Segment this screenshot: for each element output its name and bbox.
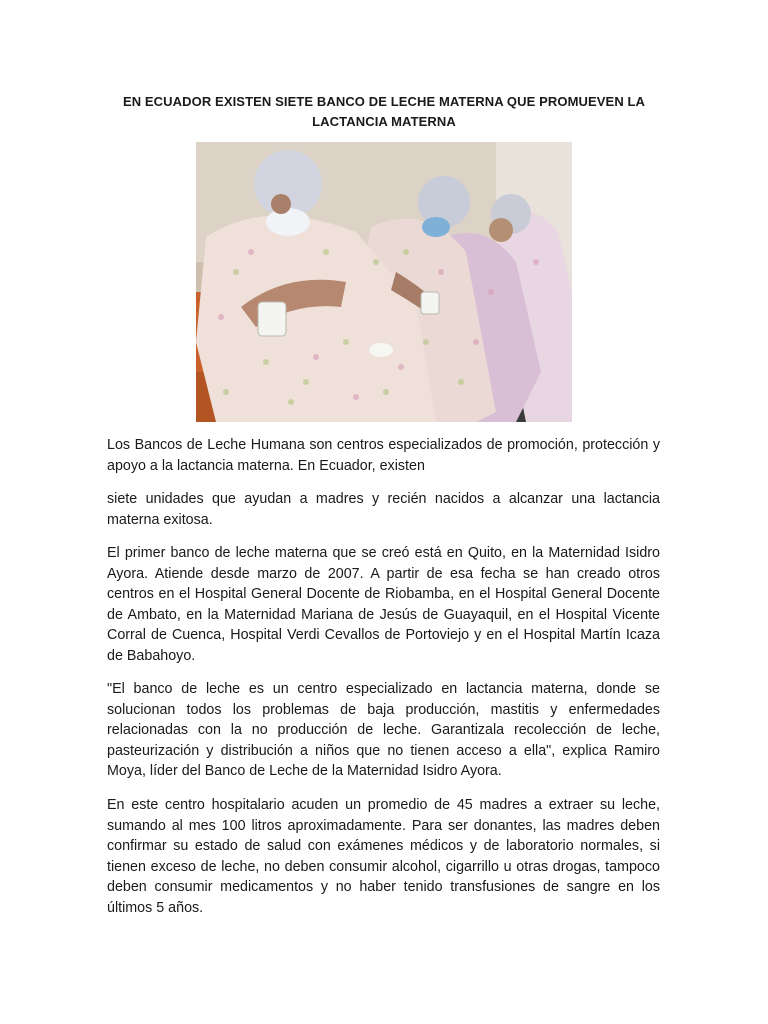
paragraph-2: siete unidades que ayudan a madres y recién nacidos a alcanzar una lactancia materna exitosa. [107, 491, 660, 528]
paragraph-3: El primer banco de leche materna que se creó está en Quito, en la Maternidad Isidro Ayora. Atiende desde marzo de 2007. A partir de esa fecha se han creado otros centros en el Hospital General Docente de Riobamba, en el Hospital General Docente de Ambato, en la Maternidad Mariana de Jesús de Guayaquil, en el Hospital Vicente Corral de Cuenca, Hospital Verdi Cevallos de Portoviejo y en el Hospital Martín Icaza de Babahoyo. [107, 545, 660, 664]
article-photo [196, 142, 572, 422]
document-title: EN ECUADOR EXISTEN SIETE BANCO DE LECHE MATERNA QUE PROMUEVEN LA LACTANCIA MATERNA [122, 94, 646, 129]
paragraph-4: "El banco de leche es un centro especializado en lactancia materna, donde se solucionan todos los problemas de baja producción, mastitis y enfermedades relacionadas con la no producción de leche. Garantizala recolección de leche, pasteurización y distribución a niños que no tienen acceso a ella", explica Ramiro Moya, líder del Banco de Leche de la Maternidad Isidro Ayora. [107, 681, 660, 780]
paragraph-5: En este centro hospitalario acuden un promedio de 45 madres a extraer su leche, sumando al mes 100 litros aproximadamente. Para ser donantes, las madres deben confirmar su estado de salud con exámenes médicos y de laboratorio normales, si tienen exceso de leche, no deben consumir alcohol, cigarrillo u otras drogas, tampoco deben consumir medicamentos y no haber tenido transfusiones de sangre en los últimos 5 años. [107, 797, 660, 916]
paragraph-1: Los Bancos de Leche Humana son centros especializados de promoción, protección y apoyo a la lactancia materna. En Ecuador, existen [107, 437, 660, 474]
photo-illustration [196, 142, 572, 422]
